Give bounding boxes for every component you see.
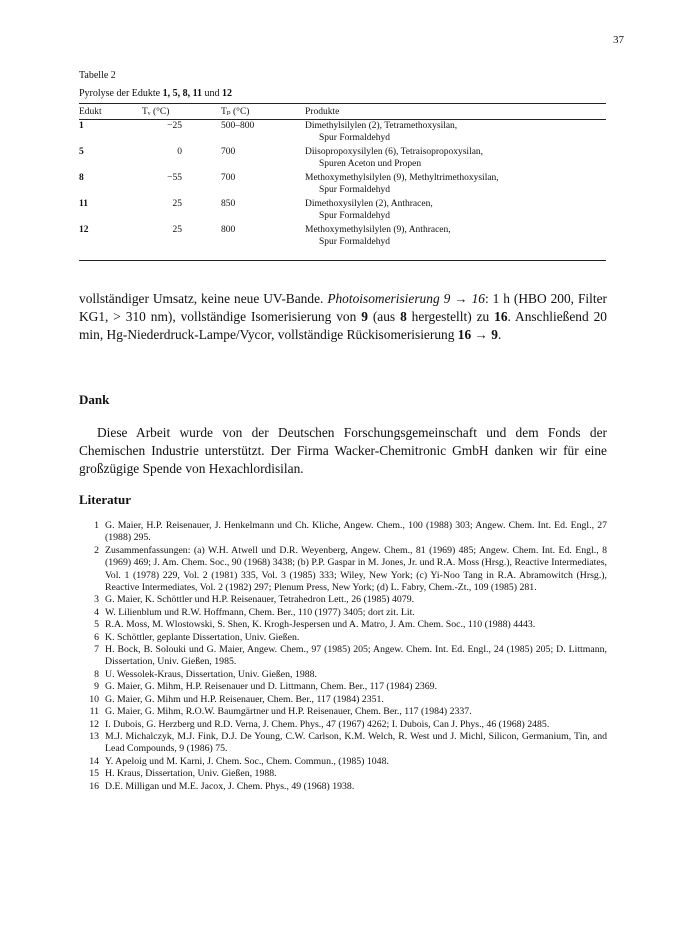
reference-item [79,619,607,631]
header-produkte: Produkte [305,104,606,120]
reference-number: 14 [89,755,99,767]
reference-text: G. Maier, G. Mihm und H.P. Reisenauer, Chem. Ber., 117 (1984) 2351. [105,693,384,705]
cell-produkte: Methoxymethylsilylen (9), Methyltrimethoxysilan, Spur Formaldehyd [305,173,499,195]
cell-edukt: 11 [79,199,88,209]
cell-produkte: Methoxymethylsilylen (9), Anthracen, Spur Formaldehyd [305,224,606,261]
cell-tp: 850 [221,199,236,209]
reference-number: 4 [94,606,99,618]
table-row [79,172,606,198]
cell-tp: 800 [221,224,305,261]
reference-text: U. Wessolek-Kraus, Dissertation, Univ. Gießen, 1988. [105,668,317,680]
literatur-heading: Literatur [79,492,131,507]
reference-number: 16 [89,780,99,792]
reference-text: H. Kraus, Dissertation, Univ. Gießen, 1988. [105,768,277,780]
reference-number: 13 [89,730,99,742]
reference-number: 2 [94,544,99,556]
reference-item [79,594,607,606]
reference-item [79,632,607,644]
reference-item [79,669,607,681]
cell-edukt: 5 [79,147,84,157]
reference-number: 7 [94,644,99,656]
dank-paragraph: Diese Arbeit wurde von der Deutschen Forschungsgemeinschaft und dem Fonds der Chemischen Industrie unterstützt. Der Firma Wacker-Chemitronic GmbH danken wir für eine großzügige Spende von Hexachlordisilan. [79,425,607,476]
header-tv: Tᵥ (°C) [142,104,221,120]
cell-tp: 700 [221,173,236,183]
reference-item [79,607,607,619]
reference-text: D.E. Milligan und M.E. Jacox, J. Chem. Phys., 49 (1968) 1938. [105,780,355,792]
header-tp: Tₚ (°C) [221,104,305,120]
reference-text: G. Maier, K. Schöttler und H.P. Reisenauer, Tetrahedron Lett., 26 (1985) 4079. [105,594,415,606]
reference-number: 10 [89,693,99,705]
reference-text: W. Lilienblum und R.W. Hoffmann, Chem. Ber., 110 (1977) 3405; dort zit. Lit. [105,606,415,618]
reference-number: 9 [94,681,99,693]
reference-text: R.A. Moss, M. Wlostowski, S. Shen, K. Krogh-Jespersen und A. Matro, J. Am. Chem. Soc., 110 (1988) 4443. [105,619,536,631]
dank-heading: Dank [79,392,110,407]
page-number: 37 [613,34,624,46]
reference-item [79,706,607,718]
cell-edukt: 8 [79,173,84,183]
pyrolysis-table [79,103,606,261]
paragraph-photoisomerisation: vollständiger Umsatz, keine neue UV-Bande. Photoisomerisierung 9 → 16: 1 h (HBO 200, Filter KG1, > 310 nm), vollständige Isomerisierung von 9 (aus 8 hergestellt) zu 16. Anschließend 20 min, Hg-Niederdruck-Lampe/Vycor, vollständige Rückisomerisierung 16 → 9. [79,291,607,342]
pyrolysis-table-section [79,70,606,261]
cell-tv: −25 [167,121,182,131]
reference-text: I. Dubois, G. Herzberg und R.D. Verna, J. Chem. Phys., 47 (1967) 4262; I. Dubois, Can J. Phys., 46 (1968) 2485. [105,718,550,730]
reference-item [79,768,607,780]
cell-tp: 700 [221,147,236,157]
table-row [79,146,606,172]
reference-number: 6 [94,631,99,643]
reference-item [79,756,607,768]
cell-tp: 500–800 [221,121,255,131]
cell-tv: 0 [177,147,182,157]
table-row [79,198,606,224]
reference-number: 8 [94,668,99,680]
table-row [79,120,606,147]
reference-number: 15 [89,768,99,780]
cell-produkte: Dimethylsilylen (2), Tetramethoxysilan, Spur Formaldehyd [305,121,458,143]
reference-text: H. Bock, B. Solouki und G. Maier, Angew. Chem., 97 (1985) 205; Angew. Chem. Int. Ed. Engl., 24 (1985) 205; D. Littmann, Dissertation, Univ. Gießen, 1985. [105,644,607,668]
table-header-row [79,104,606,120]
reference-item [79,545,607,595]
reference-text: K. Schöttler, geplante Dissertation, Univ. Gießen. [105,631,300,643]
reference-text: G. Maier, G. Mihm, H.P. Reisenauer und D. Littmann, Chem. Ber., 117 (1984) 2369. [105,681,438,693]
reference-text: M.J. Michalczyk, M.J. Fink, D.J. De Young, C.W. Carlson, K.M. Welch, R. West und J. Michl, Silicon, Germanium, Tin, and Lead Compounds, 9 (1986) 75. [105,730,607,755]
cell-produkte: Dimethoxysilylen (2), Anthracen, Spur Formaldehyd [305,199,433,221]
reference-item [79,719,607,731]
cell-tv: 25 [172,199,182,209]
reference-text: Zusammenfassungen: (a) W.H. Atwell und D.R. Weyenberg, Angew. Chem., 81 (1969) 485; Angew. Chem. Int. Ed. Engl., 8 (1969) 469; J. Am. Chem. Soc., 90 (1968) 3438; (b) P.P. Gaspar in M. Jones, Jr. und R.A. Moss (Hrsg.), Reactive Intermediates, Vol. 1 (1978) 229, Vol. 2 (1981) 335, Vol. 3 (1985) 333; Wiley, New York; (c) Yi-Noo Tang in R.A. Abramowitch (Hrsg.), Reactive Intermediates, Vol. 2 (1982) 297; Plenum Press, New York; (d) L. Fabry, Chem.-Zt., 109 (1985) 281. [105,544,607,594]
header-edukt: Edukt [79,104,142,120]
table-row [79,224,606,261]
reference-number: 12 [89,718,99,730]
cell-edukt: 12 [79,224,142,261]
cell-tv: −55 [167,173,182,183]
reference-number: 3 [94,594,99,606]
table-label: Tabelle 2 [79,70,116,81]
reference-number: 11 [89,706,99,718]
reference-item [79,681,607,693]
reference-item [79,781,607,793]
reference-number: 5 [94,619,99,631]
reference-text: Y. Apeloig und M. Karni, J. Chem. Soc., Chem. Commun., (1985) 1048. [105,755,389,767]
table-caption: Pyrolyse der Edukte 1, 5, 8, 11 und 12 [79,88,233,99]
cell-produkte: Diisopropoxysilylen (6), Tetraisopropoxysilan, Spuren Aceton und Propen [305,147,484,169]
reference-item [79,644,607,669]
cell-tv: 25 [142,224,221,261]
cell-edukt: 1 [79,121,84,131]
reference-text: G. Maier, G. Mihm, R.O.W. Baumgärtner und H.P. Reisenauer, Chem. Ber., 117 (1984) 2337. [105,706,472,718]
reference-item [79,520,607,545]
reference-item [79,731,607,756]
reference-item [79,694,607,706]
reference-list [79,520,607,793]
reference-number: 1 [94,520,99,531]
reference-text: G. Maier, H.P. Reisenauer, J. Henkelmann und Ch. Kliche, Angew. Chem., 100 (1988) 303; Angew. Chem. Int. Ed. Engl., 27 (1988) 295. [105,520,607,544]
